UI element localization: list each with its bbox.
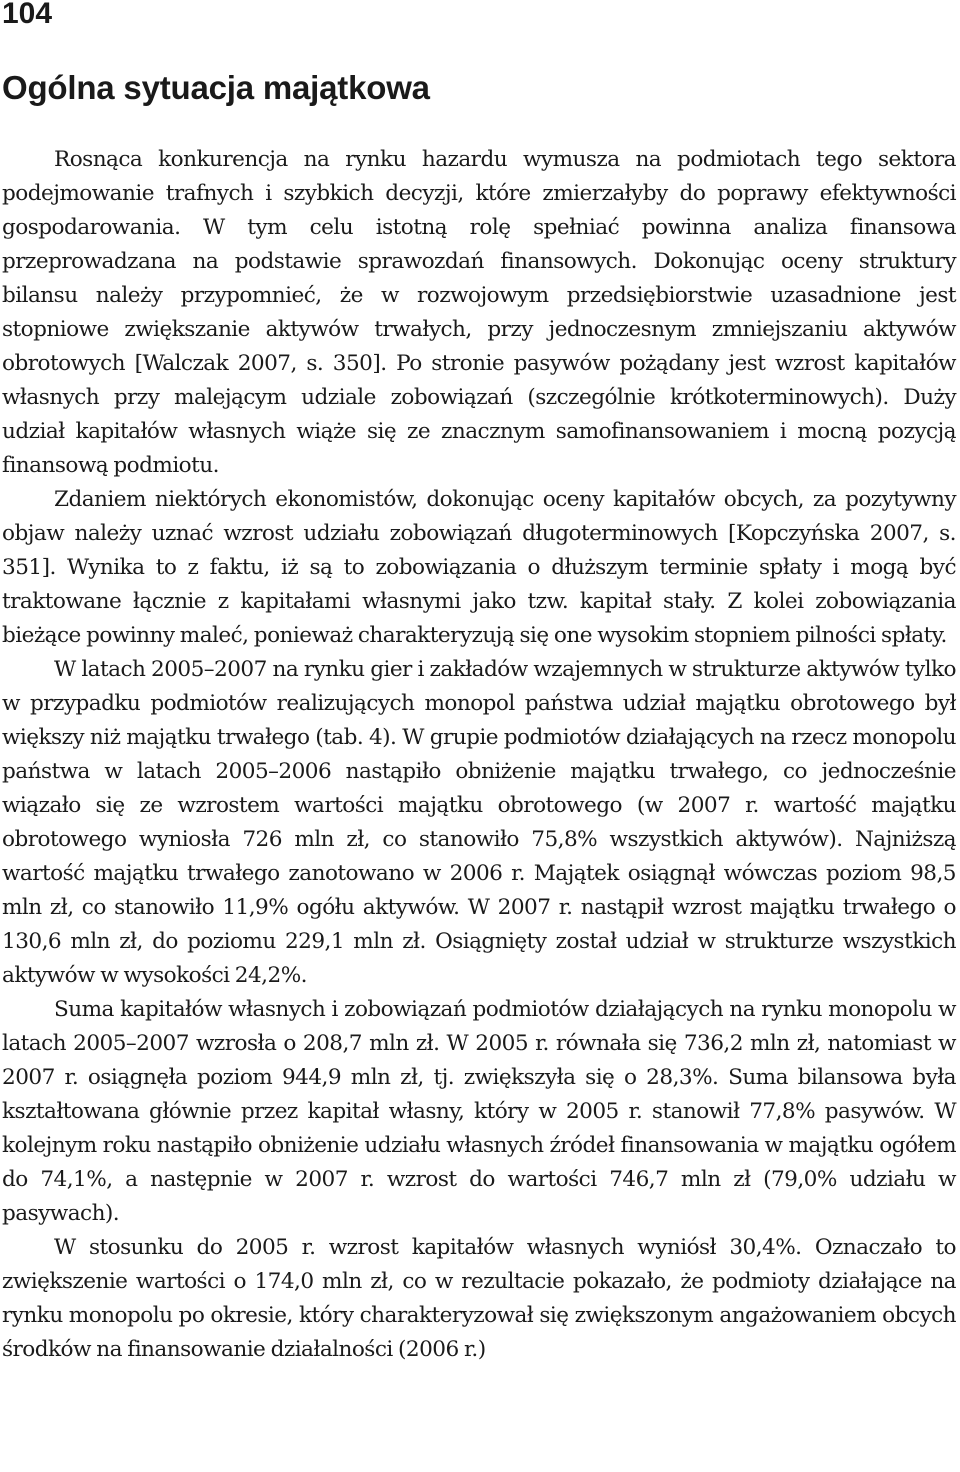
paragraph: Rosnąca konkurencja na rynku hazardu wymusza na podmiotach tego sektora podejmowanie trafnych i szybkich decyzji, które zmierzałyby do poprawy efektywności gospodarowania. W tym celu istotną rolę spełniać powinna analiza finansowa przeprowadzana na podstawie sprawozdań finansowych. Dokonując oceny struktury bilansu należy przypomnieć, że w rozwojowym przedsiębiorstwie uzasadnione jest stopniowe zwiększanie aktywów trwałych, przy jednoczesnym zmniejszaniu aktywów obrotowych [Walczak 2007, s. 350]. Po stronie pasywów pożądany jest wzrost kapitałów własnych przy malejącym udziale zobowiązań (szczególnie krótkoterminowych). Duży udział kapitałów własnych wiąże się ze znacznym samofinansowaniem i mocną pozycją finansową podmiotu.	[2, 147, 956, 478]
page-number: 104	[2, 0, 53, 30]
section-heading: Ogólna sytuacja majątkowa	[2, 69, 430, 106]
paragraph: W latach 2005–2007 na rynku gier i zakładów wzajemnych w strukturze aktywów tylko w przypadku podmiotów realizujących monopol państwa udział majątku obrotowego był większy niż majątku trwałego (tab. 4). W grupie podmiotów działających na rzecz monopolu państwa w latach 2005–2006 nastąpiło obniżenie majątku trwałego, co jednocześnie wiązało się ze wzrostem wartości majątku obrotowego (w 2007 r. wartość majątku obrotowego wyniosła 726 mln zł, co stanowiło 75,8% wszystkich aktywów). Najniższą wartość majątku trwałego zanotowano w 2006 r. Majątek osiągnął wówczas poziom 98,5 mln zł, co stanowiło 11,9% ogółu aktywów. W 2007 r. nastąpił wzrost majątku trwałego o 130,6 mln zł, do poziomu 229,1 mln zł. Osiągnięty został udział w strukturze wszystkich aktywów w wysokości 24,2%.	[2, 657, 956, 988]
paragraph: Suma kapitałów własnych i zobowiązań podmiotów działających na rynku monopolu w latach 2005–2007 wzrosła o 208,7 mln zł. W 2005 r. równała się 736,2 mln zł, natomiast w 2007 r. osiągnęła poziom 944,9 mln zł, tj. zwiększyła się o 28,3%. Suma bilansowa była kształtowana głównie przez kapitał własny, który w 2005 r. stanowił 77,8% pasywów. W kolejnym roku nastąpiło obniżenie udziału własnych źródeł finansowania w majątku ogółem do 74,1%, a następnie w 2007 r. wzrost do wartości 746,7 mln zł (79,0% udziału w pasywach).	[2, 997, 956, 1226]
body-text	[2, 143, 956, 1367]
paragraph: Zdaniem niektórych ekonomistów, dokonując oceny kapitałów obcych, za pozytywny objaw należy uznać wzrost udziału zobowiązań długoterminowych [Kopczyńska 2007, s. 351]. Wynika to z faktu, iż są to zobowiązania o dłuższym terminie spłaty i mogą być traktowane łącznie z kapitałami własnymi jako tzw. kapitał stały. Z kolei zobowiązania bieżące powinny maleć, ponieważ charakteryzują się one wysokim stopniem pilności spłaty.	[2, 487, 956, 648]
paragraph: W stosunku do 2005 r. wzrost kapitałów własnych wyniósł 30,4%. Oznaczało to zwiększenie wartości o 174,0 mln zł, co w rezultacie pokazało, że podmioty działające na rynku monopolu po okresie, który charakteryzował się zwiększonym angażowaniem obcych środków na finansowanie działalności (2006 r.)	[2, 1235, 956, 1362]
